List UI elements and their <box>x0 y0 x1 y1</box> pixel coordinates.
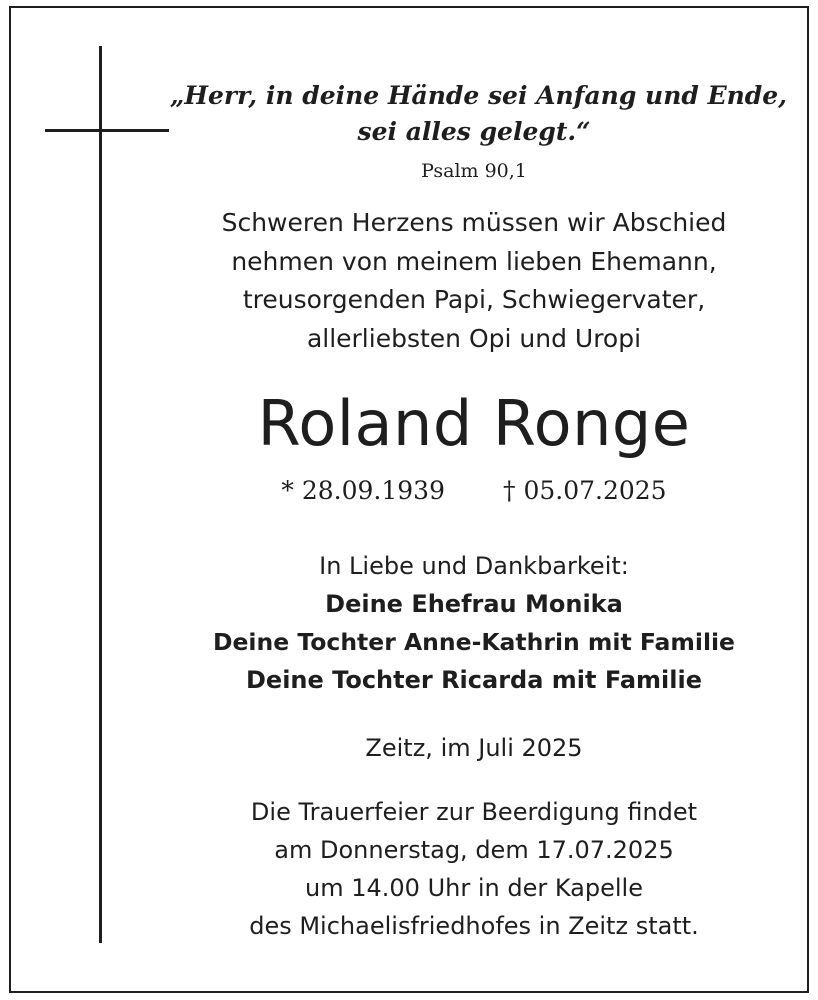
mourners-block <box>170 547 778 699</box>
birth-date: * 28.09.1939 <box>281 476 445 505</box>
deceased-name <box>170 382 778 466</box>
psalm-reference: Psalm 90,1 <box>421 160 527 182</box>
funeral-line: am Donnerstag, dem 17.07.2025 <box>274 836 674 864</box>
funeral-info <box>170 793 778 945</box>
quote-source <box>170 157 778 185</box>
intro-line: Schweren Herzens müssen wir Abschied <box>221 208 727 237</box>
mourner-name: Deine Tochter Anne-Kathrin mit Familie <box>212 628 735 656</box>
intro-line: nehmen von meinem lieben Ehemann, <box>231 246 717 276</box>
mourners-intro: In Liebe und Dankbarkeit: <box>319 552 629 580</box>
funeral-line: um 14.00 Uhr in der Kapelle <box>305 874 643 902</box>
place-date-text: Zeitz, im Juli 2025 <box>365 734 583 762</box>
intro-line: treusorgenden Papi, Schwiegervater, <box>242 285 706 314</box>
quote-line: „Herr, in deine Hände sei Anfang und Ende, <box>170 81 787 110</box>
intro-line: allerliebsten Opi und Uropi <box>306 323 642 353</box>
mourner-name: Deine Ehefrau Monika <box>325 590 623 618</box>
cross-vertical-bar <box>99 46 102 943</box>
funeral-line: des Michaelisfriedhofes in Zeitz statt. <box>249 912 699 940</box>
life-dates <box>170 473 778 509</box>
cross-horizontal-bar <box>45 129 169 132</box>
place-date <box>170 729 778 767</box>
mourner-name: Deine Tochter Ricarda mit Familie <box>246 666 702 694</box>
death-date: † 05.07.2025 <box>503 476 667 505</box>
name-text: Roland Ronge <box>257 387 691 460</box>
bible-quote <box>170 78 787 150</box>
funeral-line: Die Trauerfeier zur Beerdigung findet <box>250 798 698 826</box>
intro-text <box>170 204 778 358</box>
quote-line: sei alles gelegt.“ <box>357 117 591 146</box>
dates-line <box>170 473 778 509</box>
